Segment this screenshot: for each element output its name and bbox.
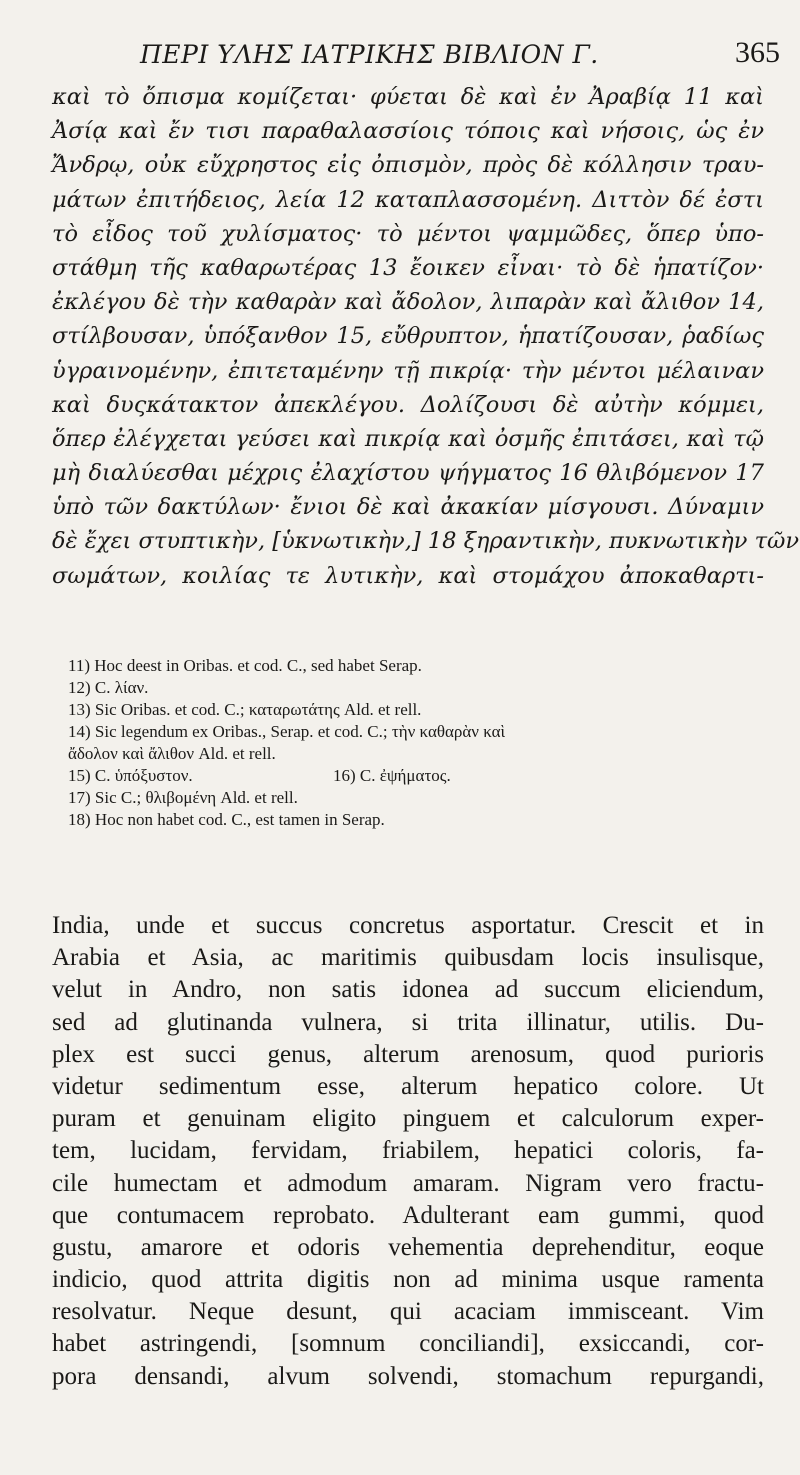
footnote: 13) Sic Oribas. et cod. C.; καταρωτάτης Ald. et rell. bbox=[68, 700, 422, 719]
footnotes bbox=[68, 655, 768, 831]
latin-line: pora densandi, alvum solvendi, stomachum repurgandi, bbox=[52, 1362, 764, 1390]
running-title: ΠΕΡΙ ΥΛΗΣ ΙΑΤΡΙΚΗΣ ΒΙΒΛΙΟΝ Γ. bbox=[140, 40, 599, 69]
greek-line: μὴ διαλύεσθαι μέχρις ἐλαχίστου ψήγματος 16 θλιβόμενον 17 bbox=[52, 460, 764, 487]
greek-line: στάθμη τῆς καθαρωτέρας 13 ἔοικεν εἶναι· τὸ δὲ ἡπατίζον· bbox=[52, 254, 764, 281]
footnote: 17) Sic C.; θλιβομένη Ald. et rell. bbox=[68, 788, 298, 807]
greek-line: Ἀσίᾳ καὶ ἔν τισι παραθαλασσίοις τόποις καὶ νήσοις, ὡς ἐν bbox=[52, 118, 764, 145]
running-header bbox=[140, 36, 780, 76]
latin-line: videtur sedimentum esse, alterum hepatico colore. Ut bbox=[52, 1072, 764, 1100]
latin-line: resolvatur. Neque desunt, qui acaciam immisceant. Vim bbox=[52, 1298, 764, 1326]
footnote: 12) C. λίαν. bbox=[68, 678, 149, 697]
greek-line: καὶ δυςκάτακτον ἀπεκλέγου. Δολίζουσι δὲ αὐτὴν κόμμει, bbox=[52, 391, 764, 418]
greek-line: καὶ τὸ ὄπισμα κομίζεται· φύεται δὲ καὶ ἐν Ἀραβίᾳ 11 καὶ bbox=[52, 84, 764, 110]
footnote: 11) Hoc deest in Oribas. et cod. C., sed habet Serap. bbox=[68, 656, 422, 675]
latin-line: cile humectam et admodum amaram. Nigram vero fractu- bbox=[52, 1169, 764, 1197]
latin-line: plex est succi genus, alterum arenosum, quod purioris bbox=[52, 1040, 764, 1068]
latin-line: Arabia et Asia, ac maritimis quibusdam locis insulisque, bbox=[52, 944, 764, 972]
greek-line: στίλβουσαν, ὑπόξανθον 15, εὔθρυπτον, ἡπατίζουσαν, ῥαδίως bbox=[52, 323, 764, 350]
greek-line: δὲ ἔχει στυπτικὴν, [ὑκνωτικὴν,] 18 ξηραντικὴν, πυκνωτικὴν τῶν bbox=[52, 528, 800, 555]
latin-line: que contumacem reprobato. Adulterant eam gummi, quod bbox=[52, 1201, 764, 1229]
greek-line: ὑπὸ τῶν δακτύλων· ἔνιοι δὲ καὶ ἀκακίαν μίσγουσι. Δύναμιν bbox=[52, 494, 764, 521]
footnote: 14) Sic legendum ex Oribas., Serap. et cod. C.; τὴν καθαρὰν καὶ bbox=[68, 722, 506, 741]
latin-line: puram et genuinam eligito pinguem et calculorum exper- bbox=[52, 1105, 764, 1133]
footnote: 18) Hoc non habet cod. C., est tamen in Serap. bbox=[68, 810, 385, 829]
footnote-continuation: ἄδολον καὶ ἄλιθον Ald. et rell. bbox=[68, 744, 276, 763]
latin-line: India, unde et succus concretus asportatur. Crescit et in bbox=[52, 912, 764, 939]
latin-text-block bbox=[52, 910, 764, 1393]
latin-line: habet astringendi, [somnum conciliandi], exsiccandi, cor- bbox=[52, 1330, 764, 1358]
greek-line: ὑγραινομένην, ἐπιτεταμένην τῇ πικρίᾳ· τὴν μέντοι μέλαιναν bbox=[52, 357, 764, 384]
greek-text-block bbox=[52, 80, 800, 593]
greek-line: Ἄνδρῳ, οὐκ εὔχρηστος εἰς ὀπισμὸν, πρὸς δὲ κόλλησιν τραυ- bbox=[52, 152, 764, 179]
latin-line: sed ad glutinanda vulnera, si trita illinatur, utilis. Du- bbox=[52, 1008, 764, 1036]
latin-line: velut in Andro, non satis idonea ad succum eliciendum, bbox=[52, 976, 764, 1004]
latin-line: gustu, amarore et odoris vehementia deprehenditur, eoque bbox=[52, 1233, 764, 1261]
page-number: 365 bbox=[735, 36, 780, 69]
footnote: 15) C. ὑπόξυστον. bbox=[68, 766, 193, 785]
latin-line: indicio, quod attrita digitis non ad minima usque ramenta bbox=[52, 1266, 764, 1294]
greek-line: σωμάτων, κοιλίας τε λυτικὴν, καὶ στομάχου ἀποκαθαρτι- bbox=[52, 562, 764, 589]
footnote-pair bbox=[68, 765, 768, 787]
latin-line: tem, lucidam, fervidam, friabilem, hepatici coloris, fa- bbox=[52, 1137, 764, 1165]
greek-line: μάτων ἐπιτήδειος, λεία 12 καταπλασσομένη. Διττὸν δέ ἐστι bbox=[52, 186, 764, 213]
greek-line: τὸ εἶδος τοῦ χυλίσματος· τὸ μέντοι ψαμμῶδες, ὅπερ ὑπο- bbox=[52, 220, 764, 247]
greek-line: ἐκλέγου δὲ τὴν καθαρὰν καὶ ἄδολον, λιπαρὰν καὶ ἄλιθον 14, bbox=[52, 289, 764, 316]
greek-line: ὅπερ ἐλέγχεται γεύσει καὶ πικρίᾳ καὶ ὀσμῆς ἐπιτάσει, καὶ τῷ bbox=[52, 425, 764, 452]
footnote: 16) C. ἐψήματος. bbox=[333, 766, 451, 785]
